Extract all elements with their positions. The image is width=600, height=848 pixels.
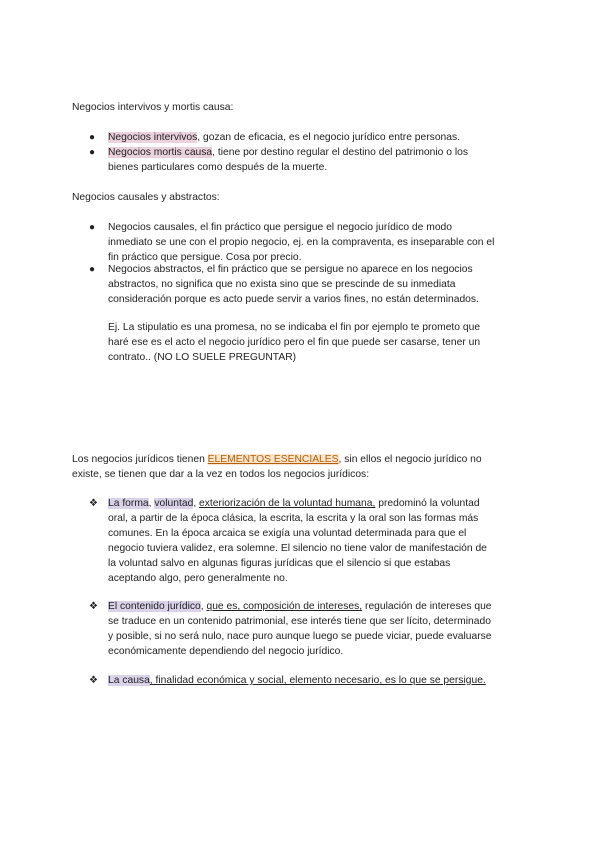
highlight-term: El contenido jurídico (108, 601, 201, 612)
intro-paragraph: Los negocios jurídicos tienen ELEMENTOS ESENCIALES, sin ellos el negocio jurídico no (72, 454, 482, 465)
list-item-mortis-causa: Negocios mortis causa, tiene por destino regular el destino del patrimonio o los (108, 147, 469, 158)
list-item-continuation: oral, a partir de la época clásica, la escrita, la escrita y la oral son las formas más (108, 513, 479, 524)
list-item-intervivos: Negocios intervivos, gozan de eficacia, es el negocio jurídico entre personas. (108, 132, 461, 143)
list-item-continuation: abstractos, no significa que no exista sino que se prescinde de su inmediata (108, 279, 456, 290)
list-item-continuation: y posible, si no será nulo, nace puro aunque luego se puede viciar, puede evaluarse (108, 631, 492, 642)
bullet-icon: ● (89, 222, 96, 233)
underlined-text: que es, composición de intereses, (206, 601, 363, 612)
highlight-term: La causa (108, 675, 150, 686)
section-heading-causales: Negocios causales y abstractos: (72, 192, 220, 203)
list-item-continuation: aceptando algo, pero generalmente no. (108, 573, 288, 584)
example-paragraph: haré ese es el acto el negocio jurídico pero el fin que puede ser casarse, tener un (108, 337, 481, 348)
highlight-term: Negocios intervivos (108, 132, 198, 143)
underlined-text: exteriorización de la voluntad humana, (199, 498, 376, 509)
highlight-term: La forma (108, 498, 149, 509)
list-item-continuation: fin práctico que persigue. Cosa por precio. (108, 252, 302, 263)
list-item-continuation: bienes particulares como después de la muerte. (108, 162, 328, 173)
list-item-continuation: inmediato se une con el propio negocio, ej. en la compraventa, es inseparable con el (108, 237, 495, 248)
list-item-causales: Negocios causales, el fin práctico que persigue el negocio jurídico de modo (108, 222, 453, 233)
diamond-bullet-icon: ❖ (89, 601, 98, 612)
bullet-icon: ● (89, 147, 96, 158)
highlight-term: voluntad (154, 498, 194, 509)
diamond-bullet-icon: ❖ (89, 675, 98, 686)
bullet-icon: ● (89, 264, 96, 275)
list-item-abstractos: Negocios abstractos, el fin práctico que se persigue no aparece en los negocios (108, 264, 473, 275)
list-item-forma: La forma, voluntad, exteriorización de la voluntad humana, predominó la voluntad (108, 498, 480, 509)
list-item-contenido: El contenido jurídico, que es, composición de intereses, regulación de intereses que (108, 601, 492, 612)
list-item-continuation: consideración porque es acto puede servir a varios fines, no están determinados. (108, 294, 479, 305)
example-paragraph: contrato.. (NO LO SUELE PREGUNTAR) (108, 352, 297, 363)
list-item-continuation: económicamente dependiendo del negocio jurídico. (108, 646, 344, 657)
list-item-continuation: se traduce en un contenido patrimonial, ese interés tiene que ser lícito, determinado (108, 616, 491, 627)
intro-paragraph: existe, se tienen que dar a la vez en todos los negocios jurídicos: (72, 469, 370, 480)
highlight-term: ELEMENTOS ESENCIALES (207, 454, 339, 465)
list-item-continuation: negocio tuviera validez, era solemne. El silencio no tiene valor de manifestación de (108, 543, 487, 554)
list-item-continuation: comunes. En la época arcaica se exigía una voluntad determinada para que el (108, 528, 467, 539)
underlined-text: , finalidad económica y social, elemento necesario, es lo que se persigue. (149, 675, 486, 686)
section-heading-intervivos: Negocios intervivos y mortis causa: (72, 102, 234, 113)
example-paragraph: Ej. La stipulatio es una promesa, no se indicaba el fin por ejemplo te prometo que (108, 322, 481, 333)
list-item-causa (108, 674, 486, 688)
bullet-icon: ● (89, 132, 96, 143)
list-item-continuation: la voluntad salvo en algunas figuras jurídicas que el silencio si que estabas (108, 558, 451, 569)
highlight-term: Negocios mortis causa (108, 147, 213, 158)
diamond-bullet-icon: ❖ (89, 498, 98, 509)
